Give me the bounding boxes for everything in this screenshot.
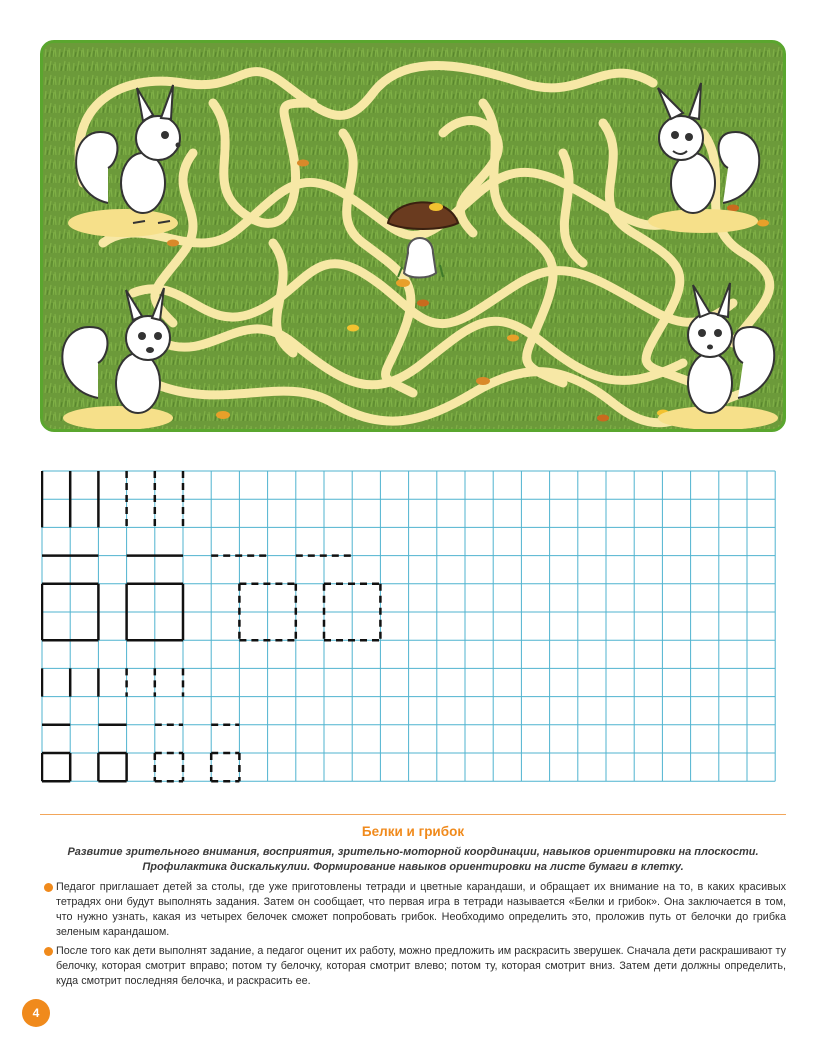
paragraph-2-text: После того как дети выполнят задание, а педагог оценит их работу, можно предложить им раскрасить зверушек. Сначала дети раскрашивают ту белочку, которая смотрит вправо; потом ту белочку, которая смотрит влево; потом ту, которая смотрит вниз. Затем дети должны определить, куда смотрит последняя белочка, и раскрасить ее. xyxy=(56,945,786,987)
section-title: Белки и грибок xyxy=(361,824,465,839)
goals-line-2: Профилактика дискалькулии. Формирование навыков ориентировки на листе бумаги в клетку. xyxy=(142,861,684,873)
bullet-icon xyxy=(44,947,53,956)
grid-paper xyxy=(41,470,777,784)
maze-image xyxy=(43,43,783,429)
paragraph-1-text: Педагог приглашает детей за столы, где уже приготовлены тетради и цветные карандаши, и обращает их внимание на то, в каких красивых тетрадях они будут выполнять задания. Затем он сообщает, что первая игра в тетради называется «Белки и грибок». Она заключается в том, что нужно узнать, какая из четырех белочек сможет попробовать грибок. Необходимо определить это, проложив путь от белочки до грибка зеленым карандашом. xyxy=(56,881,786,938)
page-number-badge: 4 xyxy=(22,999,50,1027)
goals-line-1: Развитие зрительного внимания, восприятия, зрительно-моторной координации, навыков ориентировки на плоскости. xyxy=(67,846,759,858)
maze-illustration xyxy=(40,40,786,432)
bullet-icon xyxy=(44,883,53,892)
paragraph-2 xyxy=(56,944,786,989)
paragraph-1 xyxy=(56,880,786,940)
grid-paper-exercise xyxy=(41,470,777,784)
section-divider xyxy=(40,814,786,815)
